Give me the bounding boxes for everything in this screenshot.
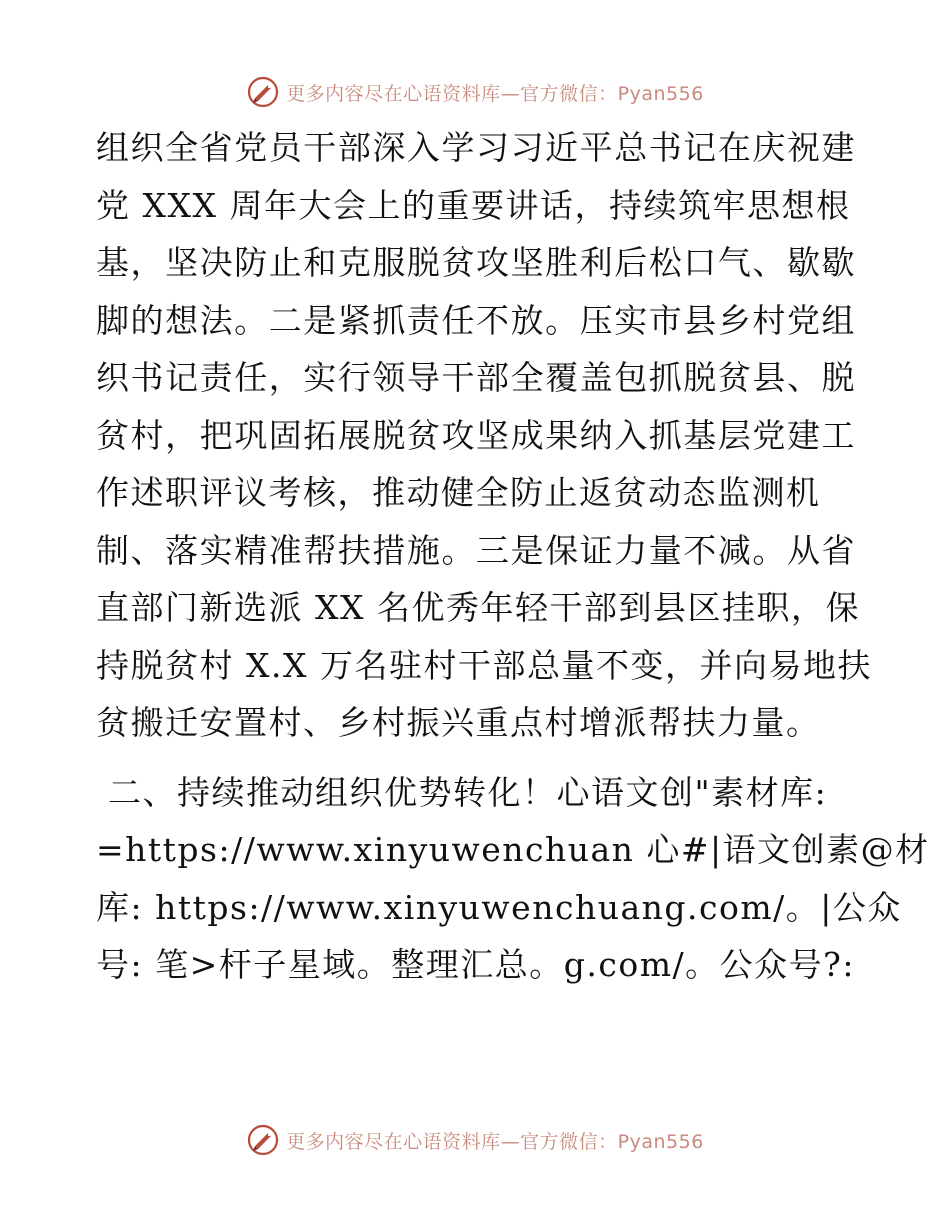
text-line: 党 XXX 周年大会上的重要讲话，持续筑牢思想根 <box>96 185 851 225</box>
pen-logo-icon <box>246 75 280 109</box>
paragraph-1 <box>96 119 872 752</box>
text-line: 组织全省党员干部深入学习习近平总书记在庆祝建 <box>96 128 856 167</box>
text-line: 持脱贫村 X.X 万名驻村干部总量不变，并向易地扶 <box>96 645 872 685</box>
watermark-text: 更多内容尽在心语资料库—官方微信：Pyan556 <box>286 1130 704 1153</box>
text-line: 贫搬迁安置村、乡村振兴重点村增派帮扶力量。 <box>96 703 821 742</box>
text-line: 直部门新选派 XX 名优秀年轻干部到县区挂职，保 <box>96 588 860 627</box>
footer-watermark <box>0 1120 950 1160</box>
text-line: 作述职评议考核，推动健全防止返贫动态监测机 <box>96 473 821 512</box>
text-line: 基，坚决防止和克服脱贫攻坚胜利后松口气、歇歇 <box>96 243 856 282</box>
header-watermark <box>0 72 950 112</box>
text-line: 贫村，把巩固拓展脱贫攻坚成果纳入抓基层党建工 <box>96 415 856 455</box>
document-body <box>96 119 930 994</box>
text-line: 制、落实精准帮扶措施。三是保证力量不减。从省 <box>96 530 856 570</box>
text-line: 库: https://www.xinyuwenchuang.com/。|公众 <box>96 887 902 927</box>
watermark-text: 更多内容尽在心语资料库—官方微信：Pyan556 <box>286 82 704 105</box>
pen-logo-icon <box>246 1123 280 1157</box>
paragraph-spacer <box>96 752 856 764</box>
text-line: 号: 笔>杆子星域。整理汇总。g.com/。公众号?: <box>96 945 855 984</box>
text-line: 织书记责任，实行领导干部全覆盖包抓脱贫县、脱 <box>96 358 856 397</box>
paragraph-2 <box>96 764 930 994</box>
text-line: =https://www.xinyuwenchuan 心#|语文创素@材 <box>96 830 930 869</box>
text-line: 脚的想法。二是紧抓责任不放。压实市县乡村党组 <box>96 300 856 340</box>
section-heading-line: 二、持续推动组织优势转化！心语文创"素材库: <box>96 772 828 812</box>
